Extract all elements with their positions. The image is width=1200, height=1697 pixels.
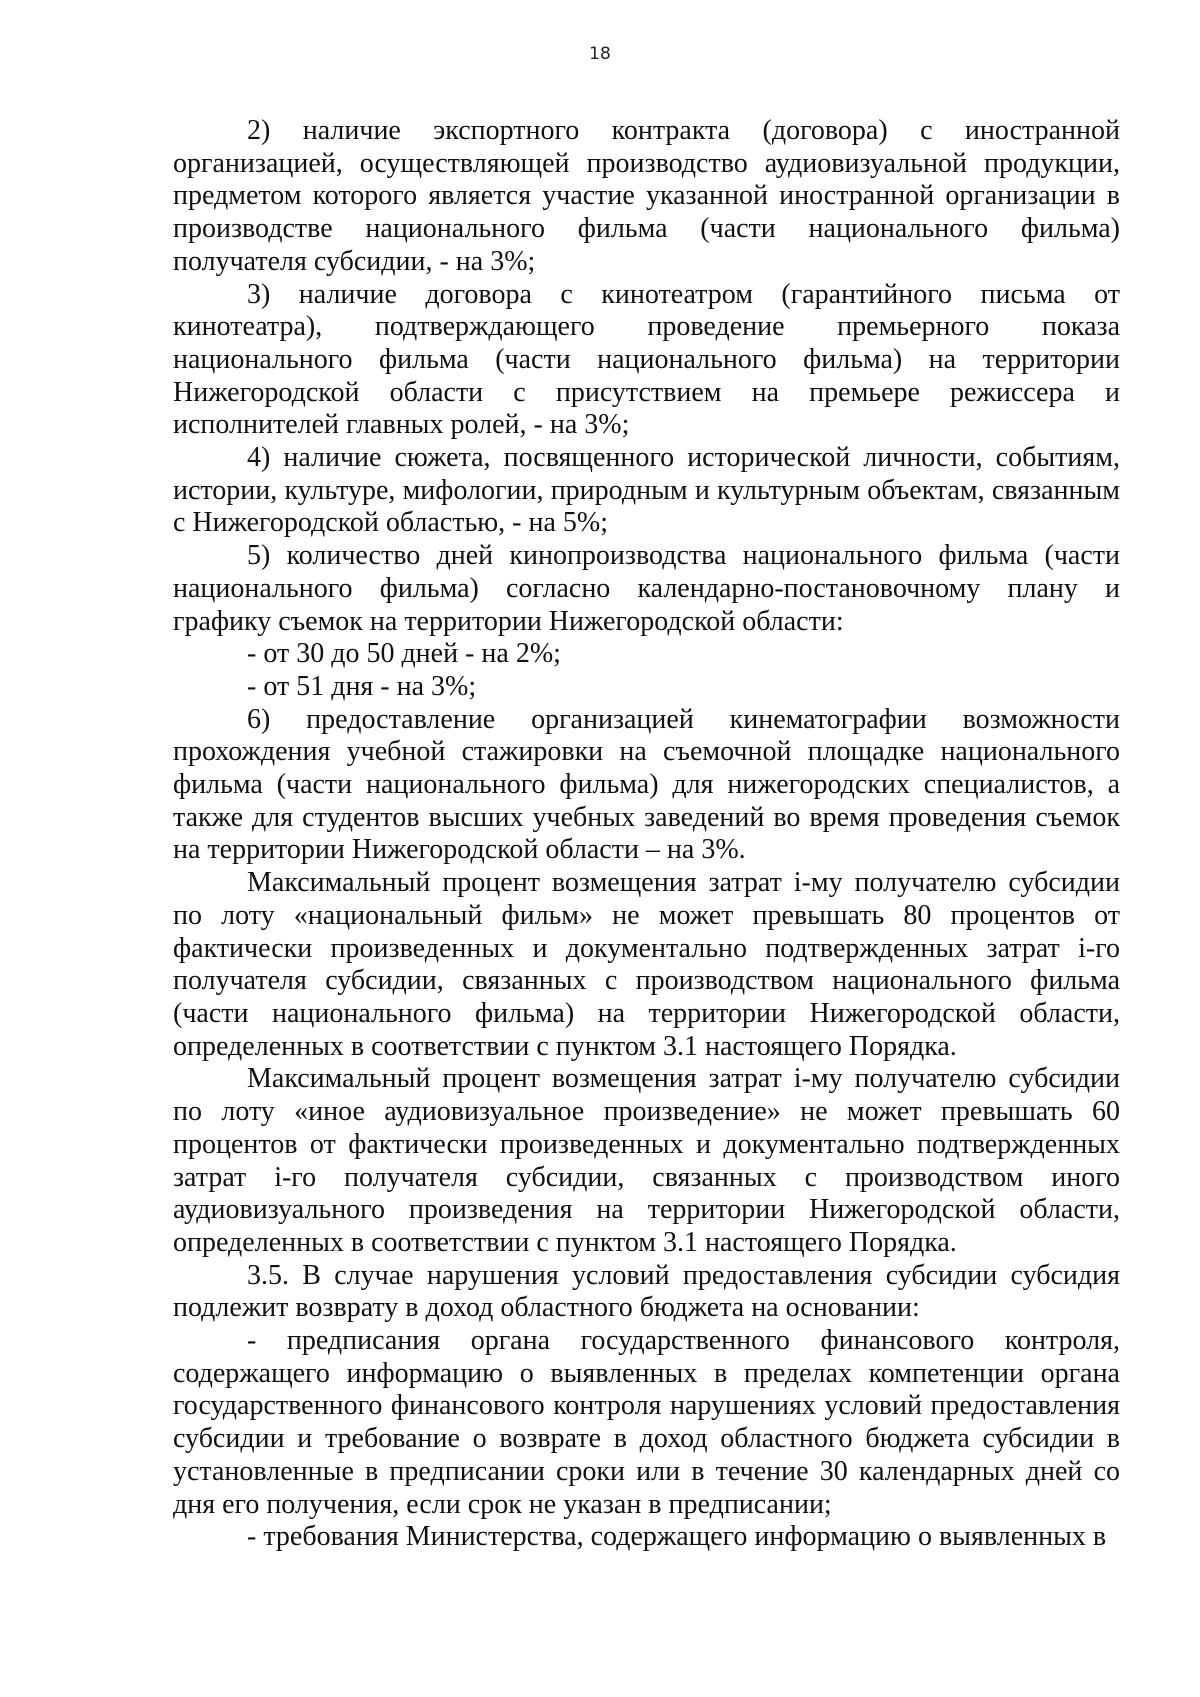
paragraph-section-3-5: 3.5. В случае нарушения условий предоставления субсидии субсидия подлежит возврату в доход областного бюджета на основании:: [173, 1259, 1120, 1324]
page-number: 18: [589, 44, 611, 64]
document-body: [173, 115, 1120, 1554]
paragraph-item-3-cinema-premiere: 3) наличие договора с кинотеатром (гарантийного письма от кинотеатра), подтверждающего проведение премьерного показа национального фильма (части национального фильма) на территории Нижегородской области с присутствием на премьере режиссера и исполнителей главных ролей, - на 3%;: [173, 278, 1120, 441]
paragraph-max-percent-national-film: Максимальный процент возмещения затрат i-му получателю субсидии по лоту «национальный фильм» не может превышать 80 процентов от фактически произведенных и документально подтвержденных затрат i-го получателя субсидии, связанных с производством национального фильма (части национального фильма) на территории Нижегородской области, определенных в соответствии с пунктом 3.1 настоящего Порядка.: [173, 867, 1120, 1062]
paragraph-subitem-30-50-days: - от 30 до 50 дней - на 2%;: [247, 638, 561, 670]
paragraph-ministry-requirement: - требования Министерства, содержащего информацию о выявленных в: [247, 1521, 1107, 1553]
paragraph-control-order: - предписания органа государственного финансового контроля, содержащего информацию о выявленных в пределах компетенции органа государственного финансового контроля нарушениях условий предоставления субсидии и требование о возврате в доход областного бюджета субсидии в установленные в предписании сроки или в течение 30 календарных дней со дня его получения, если срок не указан в предписании;: [173, 1325, 1120, 1520]
paragraph-item-4-regional-plot: 4) наличие сюжета, посвященного исторической личности, событиям, истории, культуре, мифологии, природным и культурным объектам, связанным с Нижегородской областью, - на 5%;: [173, 442, 1120, 539]
paragraph-item-2-export-contract: 2) наличие экспортного контракта (договора) с иностранной организацией, осуществляющей производство аудиовизуальной продукции, предметом которого является участие указанной иностранной организации в производстве национального фильма (части национального фильма) получателя субсидии, - на 3%;: [173, 115, 1120, 277]
paragraph-item-5-shooting-days: 5) количество дней кинопроизводства национального фильма (части национального фильма) согласно календарно-постановочному плану и графику съемок на территории Нижегородской области:: [173, 540, 1120, 637]
paragraph-max-percent-other-work: Максимальный процент возмещения затрат i-му получателю субсидии по лоту «иное аудиовизуальное произведение» не может превышать 60 процентов от фактически произведенных и документально подтвержденных затрат i-го получателя субсидии, связанных с производством иного аудиовизуального произведения на территории Нижегородской области, определенных в соответствии с пунктом 3.1 настоящего Порядка.: [173, 1063, 1120, 1258]
paragraph-item-6-internship: 6) предоставление организацией кинематографии возможности прохождения учебной стажировки на съемочной площадке национального фильма (части национального фильма) для нижегородских специалистов, а также для студентов высших учебных заведений во время проведения съемок на территории Нижегородской области – на 3%.: [173, 703, 1120, 866]
paragraph-subitem-51-days: - от 51 дня - на 3%;: [247, 670, 477, 702]
